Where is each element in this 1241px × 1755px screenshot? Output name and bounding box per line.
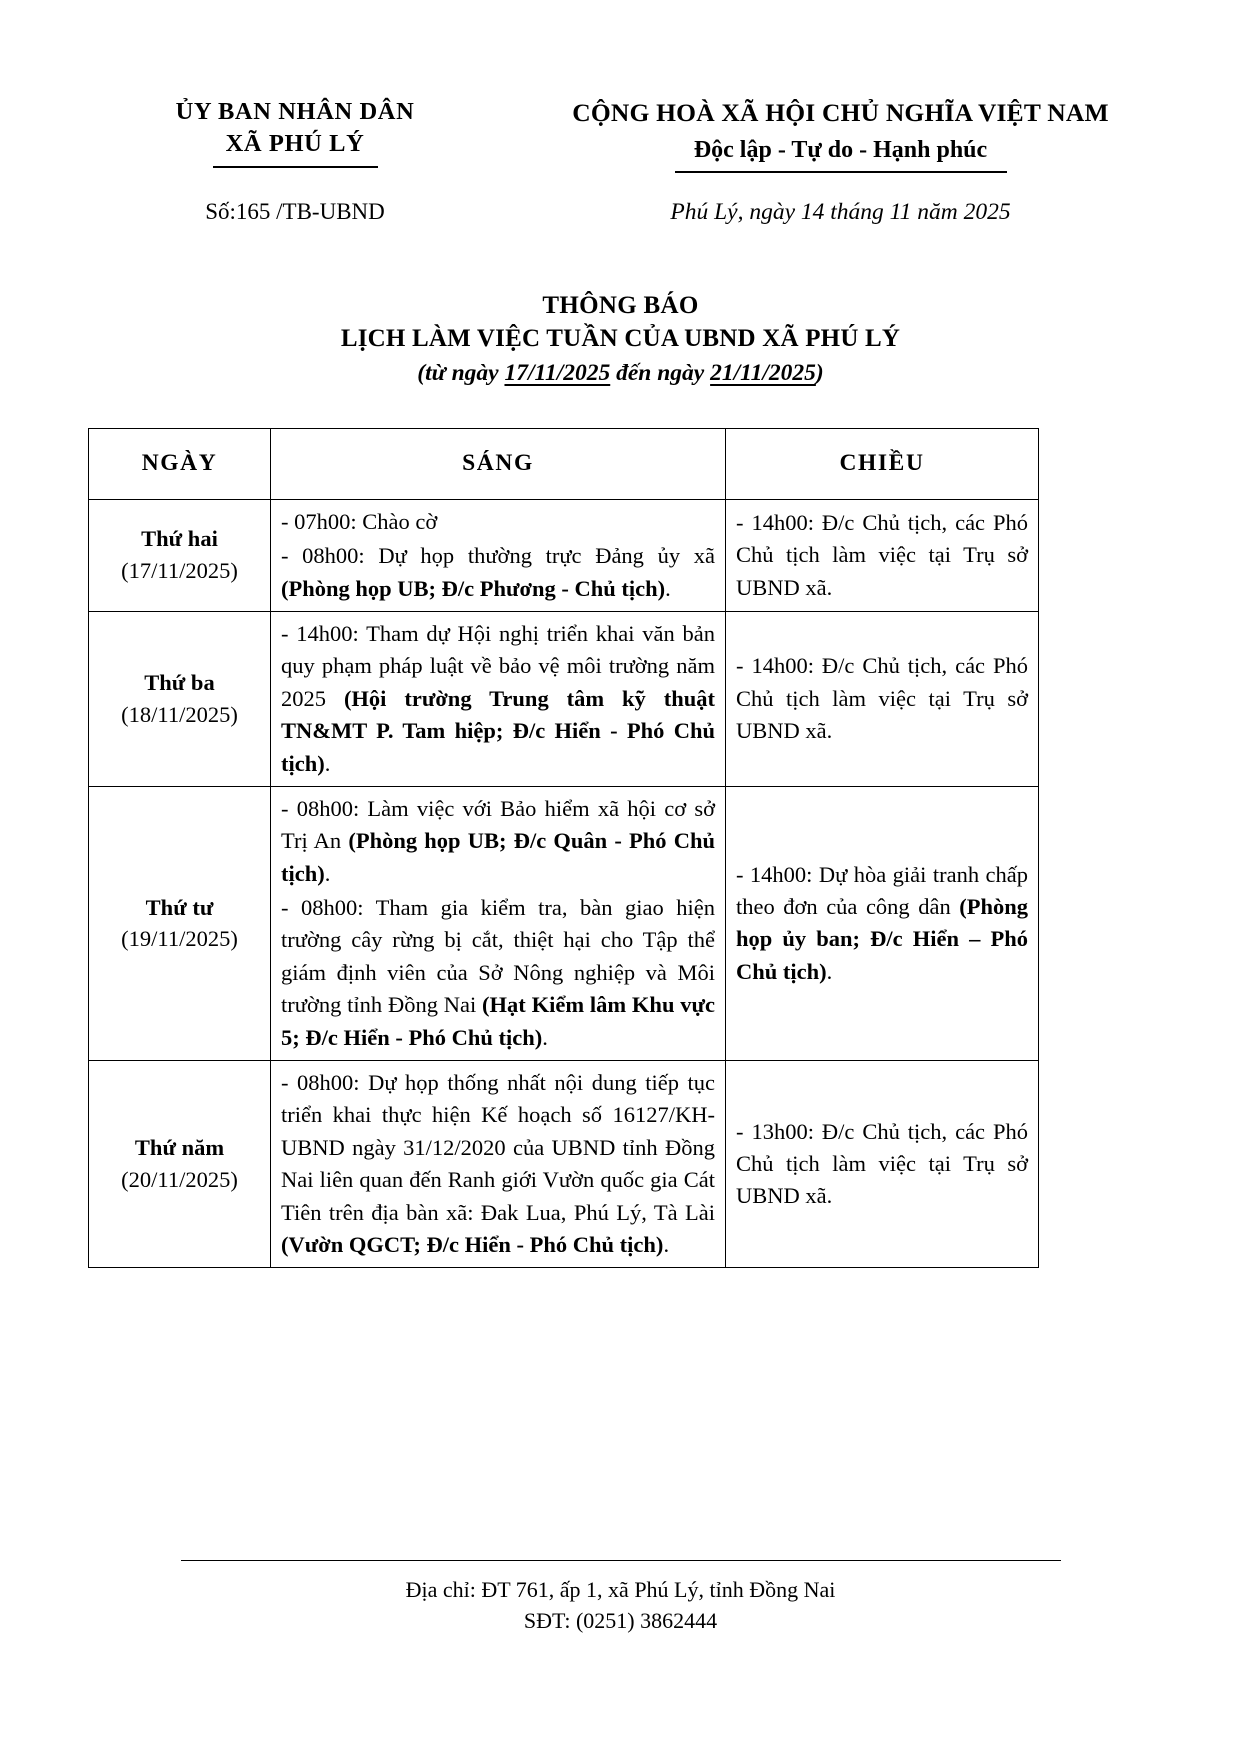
document-subject-title: LỊCH LÀM VIỆC TUẦN CỦA UBND XÃ PHÚ LÝ xyxy=(340,324,901,352)
footer-address: Địa chỉ: ĐT 761, ấp 1, xã Phú Lý, tỉnh Đồng Nai xyxy=(405,1577,836,1603)
entry-location-person: (Phòng họp UB; Đ/c Phương - Chủ tịch) xyxy=(281,575,666,601)
column-header-morning: SÁNG xyxy=(271,428,726,499)
entry-text: - 13h00: Đ/c Chủ tịch, các Phó Chủ tịch làm việc tại Trụ sở UBND xã. xyxy=(736,1118,1028,1209)
day-name: Thứ năm xyxy=(134,1135,225,1161)
afternoon-cell xyxy=(726,786,1039,1060)
entry-text: - 07h00: Chào cờ xyxy=(281,508,438,534)
schedule-entry xyxy=(736,859,1028,989)
afternoon-cell xyxy=(726,611,1039,786)
document-date: Phú Lý, ngày 14 tháng 11 năm 2025 xyxy=(670,199,1011,226)
entry-text: - 14h00: Đ/c Chủ tịch, các Phó Chủ tịch làm việc tại Trụ sở UBND xã. xyxy=(736,653,1028,744)
day-cell xyxy=(89,1061,271,1268)
motto-underline xyxy=(675,171,1007,173)
day-date: (17/11/2025) xyxy=(121,558,238,584)
national-motto: Độc lập - Tự do - Hạnh phúc xyxy=(693,136,988,163)
document-footer xyxy=(0,1560,1241,1637)
day-cell xyxy=(89,786,271,1060)
entry-text: - 08h00: Dự họp thống nhất nội dung tiếp tục triển khai thực hiện Kế hoạch số 16127/KH-UBND ngày 31/12/2020 của UBND tỉnh Đồng Nai liên quan đến Ranh giới Vườn quốc gia Cát Tiên trên địa bàn xã: Đak Lua, Phú Lý, Tà Lài xyxy=(281,1070,715,1225)
issuing-authority-block xyxy=(95,96,495,168)
schedule-entry xyxy=(281,618,715,780)
morning-cell xyxy=(271,1061,726,1268)
weekly-schedule-table xyxy=(88,428,1039,1269)
column-header-day: NGÀY xyxy=(89,428,271,499)
authority-underline xyxy=(213,166,378,168)
entry-text-tail: . xyxy=(324,750,331,776)
entry-text: - 08h00: Làm việc với Bảo hiểm xã hội cơ sở Trị An xyxy=(281,795,715,854)
authority-line-2: XÃ PHÚ LÝ xyxy=(225,130,365,158)
range-mid: đến ngày xyxy=(610,360,711,387)
day-date: (18/11/2025) xyxy=(121,701,238,727)
table-row xyxy=(89,786,1039,1060)
schedule-entry xyxy=(281,1067,715,1261)
entry-text-tail: . xyxy=(663,1231,670,1257)
schedule-entry xyxy=(736,507,1028,604)
schedule-entry xyxy=(281,892,715,1054)
table-row xyxy=(89,611,1039,786)
day-cell xyxy=(89,611,271,786)
day-cell xyxy=(89,499,271,611)
entry-text: - 08h00: Tham gia kiểm tra, bàn giao hiện trường cây rừng bị cắt, thiệt hại cho Tập thể giám định viên của Sở Nông nghiệp và Môi trường tỉnh Đồng Nai xyxy=(281,895,715,1018)
entry-location-person: (Phòng họp ủy ban; Đ/c Hiển – Phó Chủ tịch) xyxy=(736,894,1028,984)
table-header-row xyxy=(89,428,1039,499)
range-suffix: ) xyxy=(815,360,824,387)
morning-cell xyxy=(271,499,726,611)
schedule-table-wrapper xyxy=(88,428,1153,1269)
entry-location-person: (Hội trường Trung tâm kỹ thuật TN&MT P. Tam hiệp; Đ/c Hiển - Phó Chủ tịch) xyxy=(281,685,716,776)
schedule-entry xyxy=(281,506,715,538)
table-row xyxy=(89,499,1039,611)
table-row xyxy=(89,1061,1039,1268)
day-name: Thứ ba xyxy=(144,669,215,695)
day-name: Thứ hai xyxy=(141,526,218,552)
entry-text-tail: . xyxy=(542,1024,548,1050)
afternoon-cell xyxy=(726,499,1039,611)
document-number: Số:165 /TB-UBND xyxy=(205,199,385,225)
entry-location-person: (Vườn QGCT; Đ/c Hiển - Phó Chủ tịch) xyxy=(281,1231,664,1257)
day-name: Thứ tư xyxy=(145,894,214,920)
national-heading-block xyxy=(495,96,1241,173)
schedule-entry xyxy=(736,650,1028,747)
entry-text: - 14h00: Tham dự Hội nghị triển khai văn bản quy phạm pháp luật về bảo vệ môi trường năm 2025 xyxy=(281,620,715,711)
footer-phone: SĐT: (0251) 3862444 xyxy=(523,1608,718,1634)
authority-line-1: ỦY BAN NHÂN DÂN xyxy=(175,98,415,125)
footer-divider xyxy=(181,1560,1061,1562)
title-block xyxy=(0,290,1241,390)
document-meta-row xyxy=(0,199,1241,226)
entry-text: - 14h00: Dự hòa giải tranh chấp theo đơn của công dân xyxy=(736,861,1028,920)
schedule-entry xyxy=(736,1116,1028,1213)
document-header xyxy=(0,0,1241,173)
document-type-title: THÔNG BÁO xyxy=(542,292,699,320)
day-date: (20/11/2025) xyxy=(121,1167,238,1193)
range-from-date: 17/11/2025 xyxy=(504,360,611,387)
day-date: (19/11/2025) xyxy=(121,926,238,952)
range-to-date: 21/11/2025 xyxy=(710,360,816,387)
table-body xyxy=(89,499,1039,1268)
schedule-entry xyxy=(281,540,715,605)
date-range-subtitle xyxy=(0,358,1241,390)
entry-text: - 14h00: Đ/c Chủ tịch, các Phó Chủ tịch làm việc tại Trụ sở UBND xã. xyxy=(736,509,1028,600)
entry-location-person: (Phòng họp UB; Đ/c Quân - Phó Chủ tịch) xyxy=(281,828,715,886)
column-header-afternoon: CHIỀU xyxy=(726,428,1039,499)
morning-cell xyxy=(271,786,726,1060)
entry-text-tail: . xyxy=(826,958,833,984)
afternoon-cell xyxy=(726,1061,1039,1268)
schedule-entry xyxy=(281,793,715,890)
table-header xyxy=(89,428,1039,499)
range-prefix: (từ ngày xyxy=(417,360,505,387)
entry-text-tail: . xyxy=(324,860,331,886)
country-name: CỘNG HOÀ XÃ HỘI CHỦ NGHĨA VIỆT NAM xyxy=(572,98,1109,127)
entry-text-tail: . xyxy=(665,575,671,601)
entry-text: - 08h00: Dự họp thường trực Đảng ủy xã xyxy=(281,543,715,569)
morning-cell xyxy=(271,611,726,786)
entry-location-person: (Hạt Kiểm lâm Khu vực 5; Đ/c Hiển - Phó Chủ tịch) xyxy=(281,992,715,1050)
